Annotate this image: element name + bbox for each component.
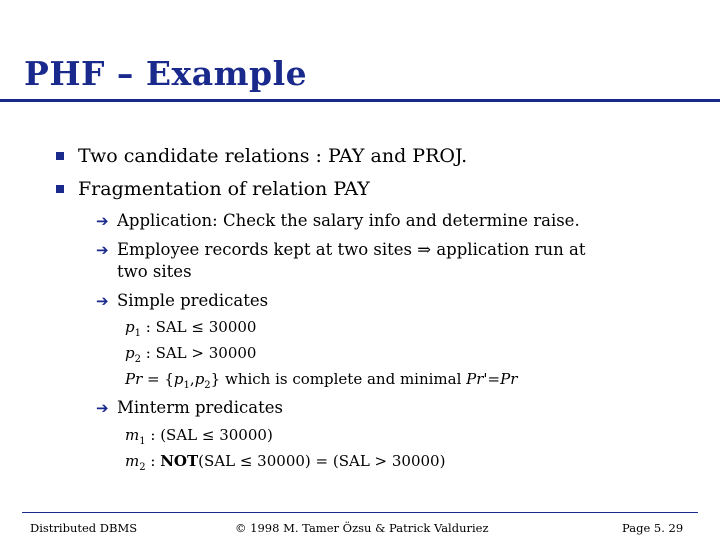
- minterm-m2: [125, 452, 445, 473]
- predicate-text: (SAL ≤ 30000) = (SAL > 30000): [198, 452, 446, 470]
- not-keyword: NOT: [160, 452, 199, 470]
- predicate-text: ,: [189, 370, 195, 388]
- var: p: [194, 370, 205, 388]
- subscript: 2: [139, 462, 146, 473]
- var: p: [173, 370, 184, 388]
- var: Pr: [125, 370, 143, 388]
- predicate-text: : SAL ≤ 30000: [140, 318, 257, 336]
- predicate-text: : SAL > 30000: [140, 344, 257, 362]
- predicate-text: :: [145, 452, 161, 470]
- var: m: [125, 452, 140, 470]
- predicate-p2: [125, 344, 256, 365]
- predicate-text: : (SAL ≤ 30000): [145, 426, 273, 444]
- arrow-bullet-icon: ➔: [96, 399, 109, 417]
- predicate-set: [125, 370, 517, 391]
- var: p: [125, 344, 135, 362]
- implies-symbol: ⇒: [417, 240, 432, 259]
- predicate-text: } which is complete and minimal: [210, 370, 467, 388]
- var: p: [125, 318, 135, 336]
- arrow-bullet-icon: ➔: [96, 241, 109, 259]
- sub-item-text: Minterm predicates: [117, 398, 283, 417]
- bullet-text: Two candidate relations : PAY and PROJ.: [78, 145, 468, 167]
- footer-rule: [22, 512, 698, 513]
- sub-item-text: Simple predicates: [117, 291, 269, 310]
- sub-item-text: Application: Check the salary info and determine raise.: [117, 211, 580, 230]
- slide-title: PHF – Example: [24, 54, 308, 93]
- arrow-bullet-icon: ➔: [96, 212, 109, 230]
- var: Pr'=Pr: [466, 370, 518, 388]
- minterm-m1: [125, 426, 273, 447]
- predicate-p1: [125, 318, 256, 339]
- sub-item-text: [117, 239, 586, 283]
- square-bullet-icon: [56, 185, 64, 193]
- sub-item-text-part: Employee records kept at two sites: [117, 240, 413, 259]
- var: m: [125, 426, 140, 444]
- subscript: 2: [204, 380, 211, 391]
- square-bullet-icon: [56, 152, 64, 160]
- arrow-bullet-icon: ➔: [96, 292, 109, 310]
- title-underline: [0, 99, 720, 102]
- footer-center: © 1998 M. Tamer Özsu & Patrick Valduriez: [235, 521, 489, 535]
- sub-item-text-part: application run at: [436, 240, 586, 259]
- sub-item-text-part: two sites: [117, 262, 192, 281]
- subscript: 2: [134, 354, 141, 365]
- predicate-text: = {: [142, 370, 174, 388]
- subscript: 1: [183, 380, 190, 391]
- footer-left: Distributed DBMS: [30, 521, 138, 535]
- subscript: 1: [139, 436, 146, 447]
- subscript: 1: [134, 328, 141, 339]
- footer-page-number: Page 5. 29: [622, 521, 684, 535]
- bullet-text: Fragmentation of relation PAY: [78, 178, 370, 200]
